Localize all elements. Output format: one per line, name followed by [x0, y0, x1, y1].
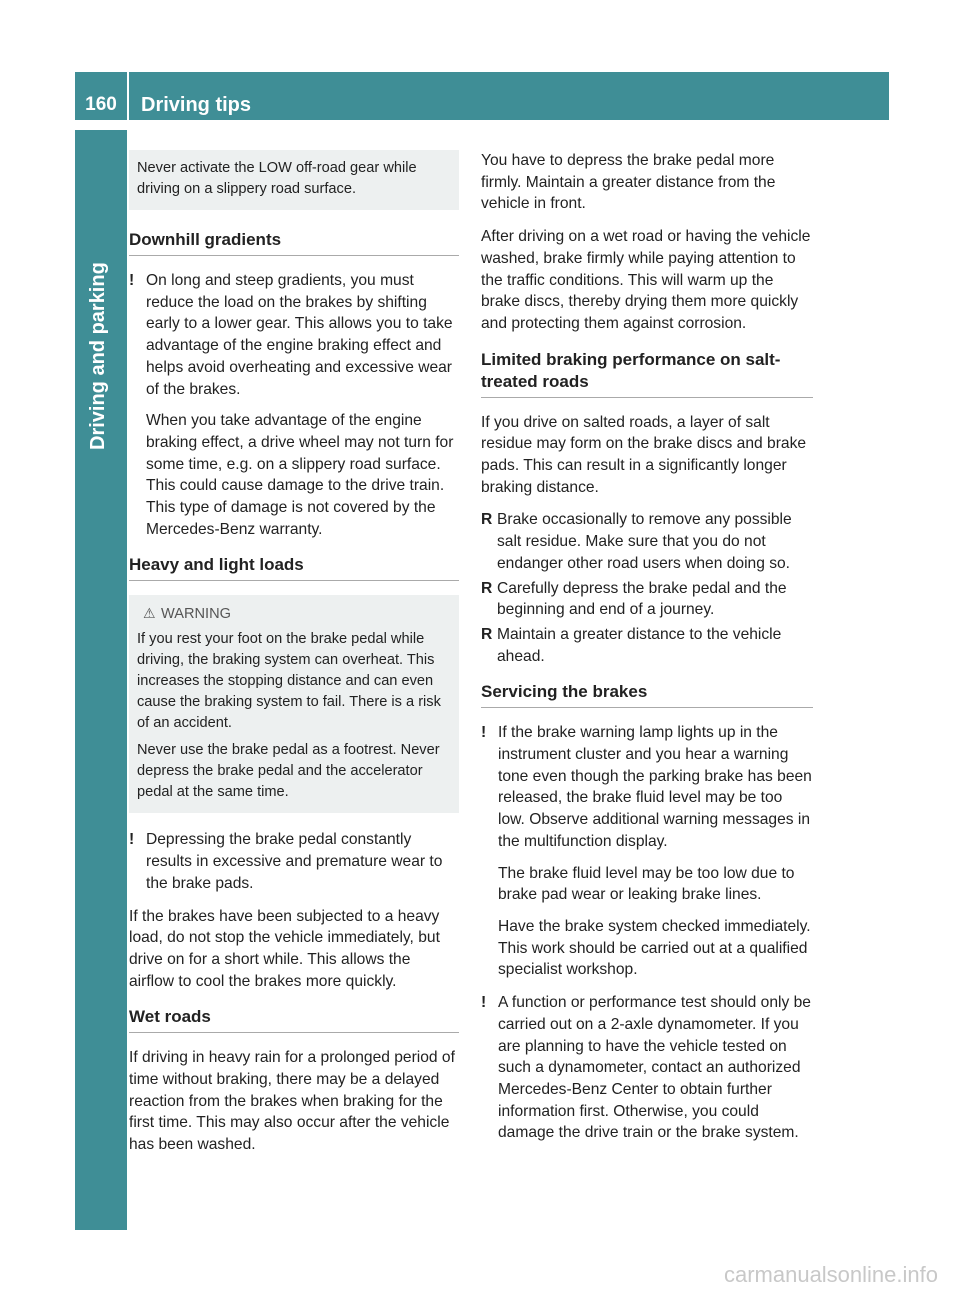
exclamation-icon: !: [481, 724, 487, 742]
list-item: R Carefully depress the brake pedal and the beginning and end of a journey.: [481, 578, 813, 621]
paragraph: If you drive on salted roads, a layer of salt residue may form on the brake discs and brake pads. This can result in a significantly longer braking distance.: [481, 413, 807, 496]
paragraph: Depressing the brake pedal constantly results in excessive and premature wear to the brake pads.: [146, 831, 443, 892]
list-item: R Maintain a greater distance to the vehicle ahead.: [481, 624, 813, 667]
paragraph: If driving in heavy rain for a prolonged period of time without braking, there may be a delayed reaction from the brakes when braking for the first time. This may also occur after the vehicle has been washed.: [129, 1049, 455, 1154]
bullet-icon: R: [481, 625, 493, 643]
warning-title: WARNING: [161, 606, 231, 623]
right-column: [481, 150, 813, 1155]
heading-wet-roads: Wet roads: [129, 1006, 459, 1033]
paragraph: After driving on a wet road or having the vehicle washed, brake firmly while paying attention to the traffic conditions. This will warm up the brake discs, thereby drying them more quickly and protecting them against corrosion.: [481, 228, 811, 332]
bullet-list: [481, 509, 813, 667]
paragraph: If the brakes have been subjected to a heavy load, do not stop the vehicle immediately, but drive on for a short while. This allows the airflow to cool the brakes more quickly.: [129, 907, 440, 990]
caution-note: [481, 722, 813, 981]
chapter-label: Driving and parking: [87, 262, 109, 450]
note-box: [129, 150, 459, 210]
exclamation-icon: !: [129, 831, 135, 849]
paragraph: If the brake warning lamp lights up in the instrument cluster and you hear a warning tone even though the parking brake has been released, the brake fluid level may be too low. Observe additional warning messages in the multifunction display.: [498, 724, 812, 850]
heading-servicing-brakes: Servicing the brakes: [481, 681, 813, 708]
paragraph: A function or performance test should only be carried out on a 2-axle dynamometer. If you are planning to have the vehicle tested on such a dynamometer, contact an authorized Mercedes-Benz Center to obtain further information first. Otherwise, you could damage the drive train or the brake system.: [498, 994, 811, 1142]
warning-triangle-icon: ⚠: [143, 605, 156, 622]
heading-downhill-gradients: Downhill gradients: [129, 229, 459, 256]
paragraph: When you take advantage of the engine braking effect, a drive wheel may not turn for some time, e.g. on a slippery road surface. This could cause damage to the drive train. This type of damage is not covered by the Mercedes-Benz warranty.: [146, 412, 454, 538]
heading-salt-treated-roads: Limited braking performance on salt-treated roads: [481, 349, 813, 398]
paragraph: On long and steep gradients, you must reduce the load on the brakes by shifting early to a lower gear. This allows you to take advantage of the engine braking effect and helps avoid overheating and excessive wear of the brakes.: [146, 272, 453, 398]
paragraph: The brake fluid level may be too low due to brake pad wear or leaking brake lines.: [498, 864, 795, 904]
note-text: Never activate the LOW off-road gear while driving on a slippery road surface.: [137, 160, 417, 197]
warning-text: If you rest your foot on the brake pedal while driving, the braking system can overheat. This increases the stopping distance and can even cause the braking system to fail. There is a risk of an accident.: [137, 631, 441, 732]
page-number: 160: [85, 94, 117, 115]
paragraph: You have to depress the brake pedal more firmly. Maintain a greater distance from the vehicle in front.: [481, 152, 776, 213]
warning-text: Never use the brake pedal as a footrest. Never depress the brake pedal and the accelerator pedal at the same time.: [137, 742, 440, 801]
bullet-icon: R: [481, 579, 493, 597]
bullet-icon: R: [481, 511, 493, 529]
exclamation-icon: !: [481, 994, 487, 1012]
watermark: carmanualsonline.info: [723, 1262, 938, 1287]
exclamation-icon: !: [129, 272, 135, 289]
paragraph: Have the brake system checked immediately. This work should be carried out at a qualified specialist workshop.: [498, 917, 811, 979]
warning-box: [129, 595, 459, 813]
caution-note: [129, 829, 459, 894]
heading-heavy-light-loads: Heavy and light loads: [129, 554, 459, 581]
caution-note: [129, 270, 459, 540]
header-divider: [127, 72, 129, 120]
section-title: Driving tips: [141, 94, 252, 116]
list-item: R Brake occasionally to remove any possible salt residue. Make sure that you do not endanger other road users when doing so.: [481, 509, 813, 574]
left-column: [129, 150, 459, 1167]
caution-note: [481, 992, 813, 1144]
